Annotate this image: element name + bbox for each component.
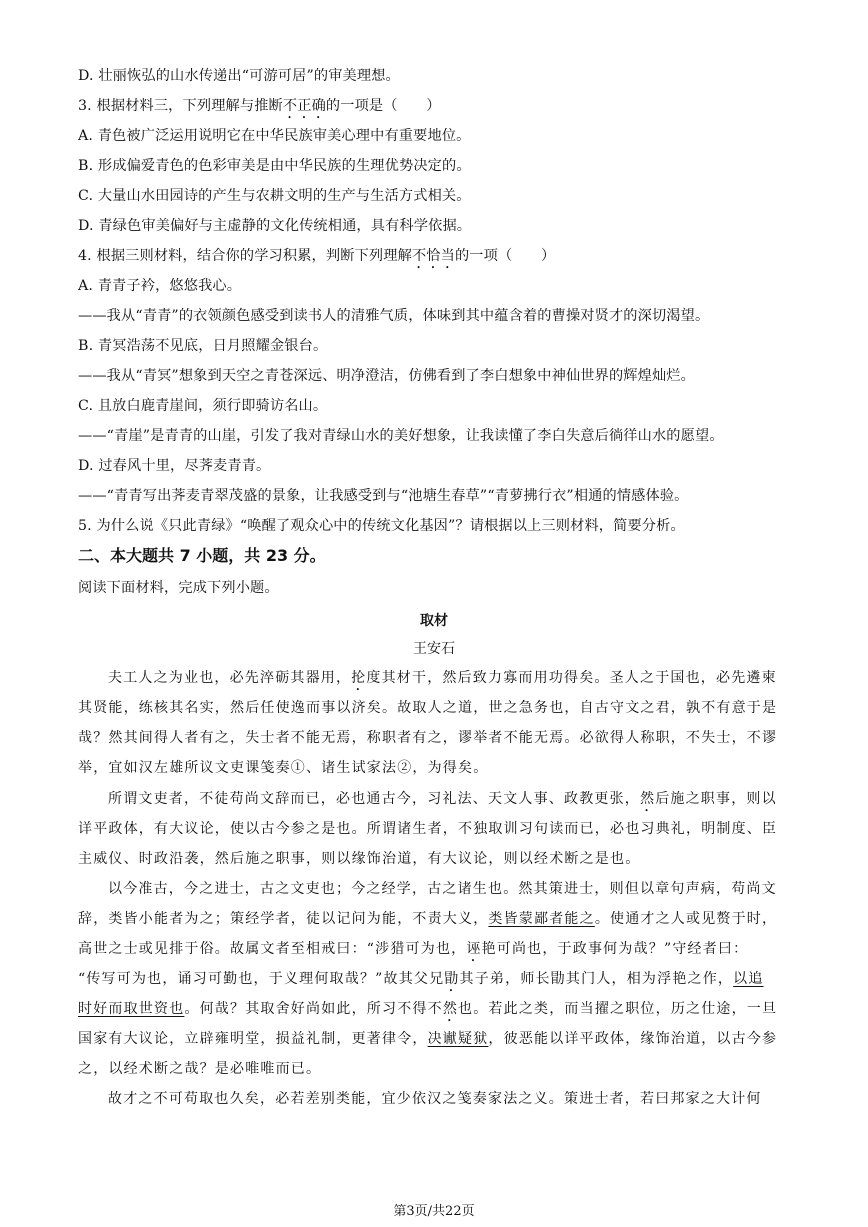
underlined-phrase: 决谳疑狱 — [427, 1031, 489, 1047]
q4-stem-part2: 的一项（ ） — [454, 248, 556, 264]
underlined-phrase: 类皆蒙鄙者能之 — [488, 911, 595, 927]
emphasized-word: 诬 — [466, 941, 482, 957]
q2-option-d: D. 壮丽恢弘的山水传递出“可游可居”的审美理想。 — [78, 68, 400, 84]
q3-stem-part2: 的一项是（ ） — [325, 98, 441, 114]
page-number: 第3页/共22页 — [393, 1204, 475, 1219]
text-run: 其子弟，师长勖其门人，相为浮艳之作， — [459, 971, 734, 987]
passage-line: 举，宜如汉左雄所议文吏课笺奏①、诸生试家法②，为得矣。 — [78, 760, 489, 776]
q4-option-c-note: ——“青崖”是青青的山崖，引发了我对青绿山水的美好想象，让我读懂了李白失意后徜徉山水的愿望。 — [78, 428, 724, 444]
passage-line: 故才之不可苟取也久矣，必若差别类能，宜少依汉之笺奏家法之义。策进士者，若曰邦家之大计何 — [108, 1091, 762, 1107]
text-run: 夫工人之为业也，必先淬砺其器用， — [108, 670, 352, 686]
q3-stem-emphasis: 不正确 — [282, 98, 326, 114]
emphasized-word: 抡 — [351, 670, 367, 686]
passage-line: 以今准古，今之进士，古之文吏也；今之经学，古之诸生也。然其策进士，则但以章句声病，苟尚文 — [108, 881, 777, 897]
q4-option-a: A. 青青子衿，悠悠我心。 — [78, 278, 242, 294]
q3-option-a: A. 青色被广泛运用说明它在中华民族审美心理中有重要地位。 — [78, 128, 471, 144]
q3-option-d: D. 青绿色审美偏好与主虚静的文化传统相通，具有科学依据。 — [78, 218, 472, 234]
text-run: 度其材干，然后致力寡而用功得矣。圣人之于国也，必先遴柬 — [366, 670, 777, 686]
section-instruction: 阅读下面材料，完成下列小题。 — [78, 580, 279, 596]
q4-option-c: C. 且放白鹿青崖间，须行即骑访名山。 — [78, 398, 328, 414]
q3-stem — [78, 96, 441, 122]
q3-option-b: B. 形成偏爱青色的色彩审美是由中华民族的生理优势决定的。 — [78, 158, 471, 174]
q4-option-d: D. 过春风十里，尽荠麦青青。 — [78, 458, 271, 474]
passage-line — [78, 909, 777, 929]
text-run: 。何哉？其取舍好尚如此，所习不得不 — [184, 1001, 443, 1017]
q3-option-c: C. 大量山水田园诗的产生与农耕文明的生产与生活方式相关。 — [78, 188, 471, 204]
passage-line: 其贤能，练核其名实，然后任使逸而事以济矣。故取人之道，世之急务也，自古守文之君，孰不有意于是 — [78, 700, 778, 716]
emphasized-word: 勖 — [444, 971, 460, 987]
text-run: “传写可为也，诵习可勤也，于义理何取哉？”故其父兄 — [78, 971, 445, 987]
text-run: 也。若此之类，而当擢之职位，历之仕途，一旦 — [458, 1001, 778, 1017]
text-run: 后施之职事，则以 — [655, 791, 777, 807]
q4-stem-emphasis: 不恰当 — [411, 248, 455, 264]
underlined-phrase: 以追 — [733, 971, 764, 987]
passage-line — [108, 668, 777, 694]
passage-line — [78, 939, 748, 965]
passage-line — [108, 789, 777, 815]
passage-author: 王安石 — [413, 641, 455, 657]
passage-line: 主威仪、时政沿袭，然后施之职事，则以缘饰治道，有大议论，则以经术断之是也。 — [78, 851, 641, 867]
q3-stem-part1: 3. 根据材料三，下列理解与推断 — [78, 98, 283, 114]
text-run: 高世之士或见排于俗。故属文者至相戒曰：“涉猎可为也， — [78, 941, 467, 957]
passage-line — [78, 999, 777, 1025]
text-run: 艳可尚也，于政事何为哉？”守经者曰： — [481, 941, 749, 957]
text-run: 辞，类皆小能者为之；策经学者，徒以记问为能，不责大义， — [78, 911, 489, 927]
emphasized-word: 然 — [640, 791, 656, 807]
passage-line — [78, 969, 764, 995]
text-run: 。使通才之人或见赘于时， — [594, 911, 778, 927]
text-run: 所谓文吏者，不徒苟尚文辞而已，必也通古今，习礼法、天文人事、政教更张， — [108, 791, 640, 807]
passage-line: 之，以经术断之哉？是必唯唯而已。 — [78, 1061, 322, 1077]
passage-line — [78, 1029, 777, 1049]
underlined-phrase: 时好而取世资也 — [78, 1001, 185, 1017]
q4-stem — [78, 246, 555, 272]
passage-title: 取材 — [420, 613, 448, 629]
text-run: ，彼恶能以详平政体，缘饰治道，以古今参 — [488, 1031, 778, 1047]
q4-option-a-note: ——我从“青青”的衣领颜色感受到读书人的清雅气质，体味到其中蕴含着的曹操对贤才的深切渴望。 — [78, 308, 710, 324]
q4-option-b-note: ——我从“青冥”想象到天空之青苍深远、明净澄洁，仿佛看到了李白想象中神仙世界的辉煌灿烂。 — [78, 368, 695, 384]
q5-question: 5. 为什么说《只此青绿》“唤醒了观众心中的传统文化基因”？请根据以上三则材料，简要分析。 — [78, 518, 685, 534]
q4-option-b: B. 青冥浩荡不见底，日月照耀金银台。 — [78, 338, 328, 354]
passage-line: 哉？然其间得人者有之，失士者不能无焉，称职者有之，谬举者不能无焉。必欲得人称职，不失士，不谬 — [78, 730, 778, 746]
emphasized-word: 然 — [442, 1001, 459, 1017]
q4-stem-part1: 4. 根据三则材料，结合你的学习积累，判断下列理解 — [78, 248, 412, 264]
passage-line: 详平政体，有大议论，使以古今参之是也。所谓诸生者，不独取训习句读而已，必也习典礼，明制度、臣 — [78, 821, 778, 837]
q4-option-d-note: ——“青青写出荠麦青翠茂盛的景象，让我感受到与“池塘生春草”“青萝拂行衣”相通的情感体验。 — [78, 488, 689, 504]
section-heading: 二、本大题共 7 小题，共 23 分。 — [78, 546, 326, 565]
text-run: 国家有大议论，立辟雍明堂，损益礼制，更著律令， — [78, 1031, 428, 1047]
